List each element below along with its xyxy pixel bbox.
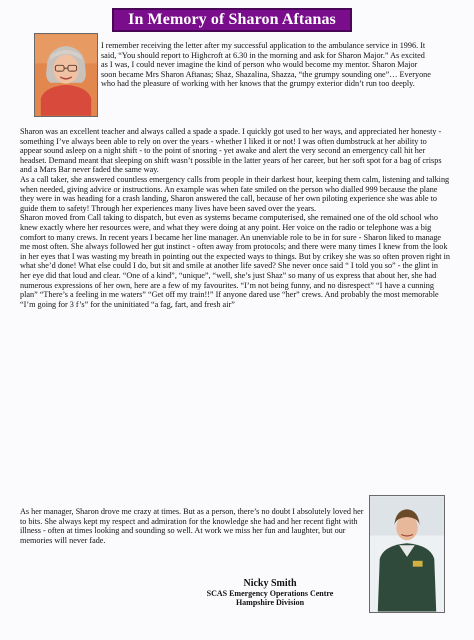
- signature-block: [170, 578, 370, 607]
- intro-text: I remember receiving the letter after my successful application to the ambulance service in 1996. It said, “You should report to Highcroft at 6.30 in the morning and ask for Sharon Major.” As excited as I was, I could never imagine the kind of person who would become my mentor. Sharon Major soon became Mrs Sharon Aftanas; Shaz, Shazalina, Shazza, “the grumpy sounding one”… Everyone who had the pleasure of working with her knows that the grumpy exterior didn’t run too deeply.: [101, 41, 431, 89]
- closing-text: As her manager, Sharon drove me crazy at times. But as a person, there’s no doubt I absolutely loved her to bits. She always kept my respect and admiration for the knowledge she had and her recent fight with illness - often at times looking and sounding so well. At work we miss her fun and laughter, but our memories will never fade.: [20, 507, 364, 545]
- portrait-photo-author: [369, 495, 445, 613]
- page-title: In Memory of Sharon Aftanas: [112, 8, 352, 32]
- paragraph-call-taker: As a call taker, she answered countless emergency calls from people in their darkest hour, keeping them calm, listening and talking when needed, giving advice or instructions. An example was when fate smiled on the person who dialled 999 because the plane they were in was heading for a crash landing, Sharon answered the call, because of her own piloting experience she was able to guide them to safety! Through her experiences many lives have been saved over the years.: [20, 174, 450, 213]
- portrait-photo-sharon: [34, 33, 98, 117]
- paragraph-dispatch: Sharon moved from Call taking to dispatch, but even as systems became computerised, she remained one of the old school who knew exactly where her resources were, and what they were doing at any point. Her voice on the radio or telephone was a big comfort to many crews. In recent years I became her line manager. An unenviable role to be in for sure - Sharon liked to manage me most often. She always followed her gut instinct - often away from protocols; and there were many times I knew from the look in her eyes that I was wasting my breath in pointing out the expected ways to things. But by crikey she was so often proven right in what she’d done! What else could I do, but sit and smile at another life saved? She never once said “ I told you so” - the glint in her eye did that loud and clear. “One of a kind”, “unique”, “well, she’s just Shaz” so many of us express that about her, she had numerous expressions of her own, here are a few of my favourites. “I’m not being funny, and no disrespect” “I have a cunning plan” “There’s a feeling in me waters” “Get off my train!!” If anyone dared use “her” crews. And probably the most memorable “I’m going for 3 f’s” for the uninitiated “a fag, fart, and fresh air”: [20, 213, 450, 309]
- intro-paragraph: [101, 41, 431, 89]
- paragraph-teacher: Sharon was an excellent teacher and always called a spade a spade. I quickly got used to her ways, and appreciated her honesty - something I’ve always been able to rely on over the years - whether I liked it or not! I was often dumbstruck at her ability to appear sound asleep on a night shift - to the point of snoring - yet awake and alert the very second an emergency call hit her headset. Demand meant that sleeping on shift wasn’t possible in the latter years of her career, but her soft spot for a bag of crisps and a Mars Bar never faded the same way.: [20, 127, 442, 175]
- author-division: Hampshire Division: [235, 598, 305, 607]
- author-organisation: SCAS Emergency Operations Centre: [206, 589, 334, 598]
- author-name: Nicky Smith: [243, 578, 297, 589]
- closing-paragraph: [20, 507, 365, 545]
- main-body: [20, 127, 450, 309]
